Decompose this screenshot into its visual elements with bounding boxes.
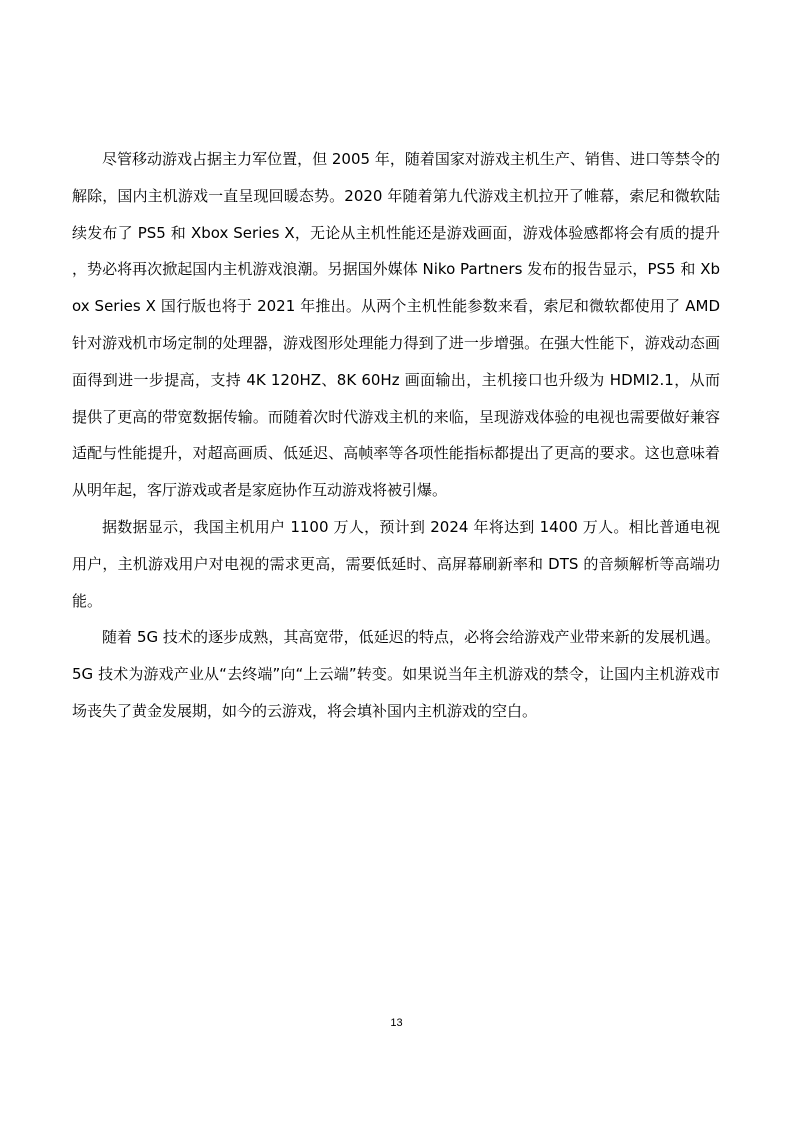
page-number: 13 [390, 1017, 403, 1029]
body-text [72, 141, 720, 730]
paragraph-5g-cloud-gaming: 随着 5G 技术的逐步成熟，其高宽带，低延迟的特点，必将会给游戏产业带来新的发展机遇。5G 技术为游戏产业从“去终端”向“上云端”转变。如果说当年主机游戏的禁令，让国内主机游戏市场丧失了黄金发展期，如今的云游戏，将会填补国内主机游戏的空白。 [72, 628, 720, 720]
paragraph-user-statistics: 据数据显示，我国主机用户 1100 万人，预计到 2024 年将达到 1400 万人。相比普通电视用户，主机游戏用户对电视的需求更高，需要低延时、高屏幕刷新率和 DTS 的音频解析等高端功能。 [72, 517, 720, 610]
paragraph-console-history: 尽管移动游戏占据主力军位置，但 2005 年，随着国家对游戏主机生产、销售、进口等禁令的解除，国内主机游戏一直呈现回暖态势。2020 年随着第九代游戏主机拉开了帷幕，索尼和微软陆续发布了 PS5 和 Xbox Series X，无论从主机性能还是游戏画面，游戏体验感都将会有质的提升，势必将再次掀起国内主机游戏浪潮。另据国外媒体 Niko Partners 发布的报告显示，PS5 和 Xbox Series X 国行版也将于 2021 年推出。从两个主机性能参数来看，索尼和微软都使用了 AMD 针对游戏机市场定制的处理器，游戏图形处理能力得到了进一步增强。在强大性能下，游戏动态画面得到进一步提高，支持 4K 120HZ、8K 60Hz 画面输出，主机接口也升级为 HDMI2.1，从而提供了更高的带宽数据传输。而随着次时代游戏主机的来临，呈现游戏体验的电视也需要做好兼容适配与性能提升，对超高画质、低延迟、高帧率等各项性能指标都提出了更高的要求。这也意味着从明年起，客厅游戏或者是家庭协作互动游戏将被引爆。 [72, 150, 720, 500]
